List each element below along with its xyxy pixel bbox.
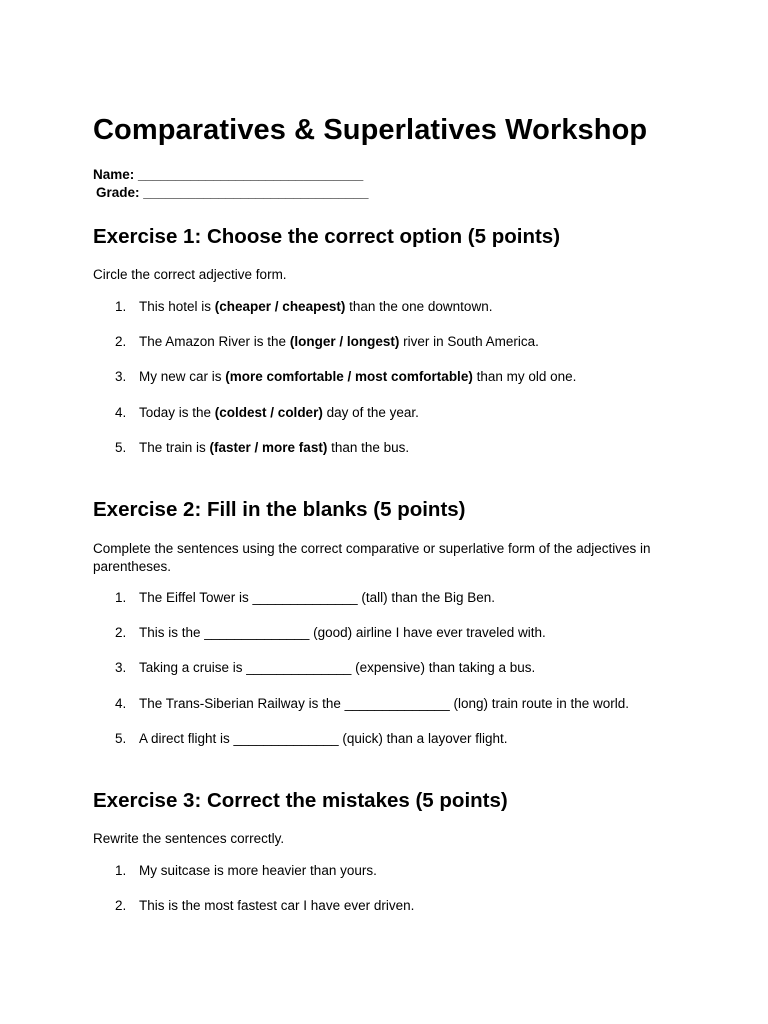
item-number: 2. [115,898,127,914]
name-field: Name: ______________________________ [93,167,364,182]
answer-options: (more comfortable / most comfortable) [225,369,473,385]
item-text: The Eiffel Tower is ______________ (tall) than the Big Ben. [139,590,495,605]
item-number: 2. [115,334,127,350]
item-number: 3. [115,369,127,385]
item-text: This hotel is (cheaper / cheapest) than the one downtown. [139,299,493,314]
item-text: The Trans-Siberian Railway is the ______________ (long) train route in the world. [139,695,630,711]
grade-field: Grade: ______________________________ [96,185,369,200]
item-number: 1. [115,299,127,314]
item-number: 4. [115,404,127,420]
answer-options: (faster / more fast) [209,439,328,455]
item-text: This is the ______________ (good) airline I have ever traveled with. [139,625,546,641]
item-text: Today is the (coldest / colder) day of the year. [139,404,419,420]
item-text: My new car is (more comfortable / most comfortable) than my old one. [139,369,577,385]
exercise-1-heading: Exercise 1: Choose the correct option (5 points) [93,225,561,248]
item-number: 4. [115,695,127,711]
exercise-2-heading: Exercise 2: Fill in the blanks (5 points) [93,498,466,521]
answer-options: (longer / longest) [289,334,400,350]
exercise-1-instruction: Circle the correct adjective form. [93,267,287,282]
page-title: Comparatives & Superlatives Workshop [93,114,648,146]
item-number: 2. [115,625,127,641]
item-number: 5. [115,730,127,746]
item-number: 1. [115,863,127,878]
item-text: Taking a cruise is ______________ (expensive) than taking a bus. [139,660,536,676]
item-number: 3. [115,660,127,676]
exercise-3-instruction: Rewrite the sentences correctly. [93,831,285,846]
item-text: My suitcase is more heavier than yours. [139,863,377,878]
item-text: The train is (faster / more fast) than the bus. [139,439,410,455]
item-text: This is the most fastest car I have ever driven. [139,898,415,914]
item-number: 1. [115,590,127,605]
answer-options: (cheaper / cheapest) [214,299,346,314]
item-number: 5. [115,439,127,455]
item-text: The Amazon River is the (longer / longest) river in South America. [139,334,539,350]
exercise-3-heading: Exercise 3: Correct the mistakes (5 points) [93,789,508,812]
exercise-2-instruction: Complete the sentences using the correct comparative or superlative form of the adjectives in parentheses. [93,541,651,574]
answer-options: (coldest / colder) [214,404,323,420]
item-text: A direct flight is ______________ (quick) than a layover flight. [139,730,508,746]
